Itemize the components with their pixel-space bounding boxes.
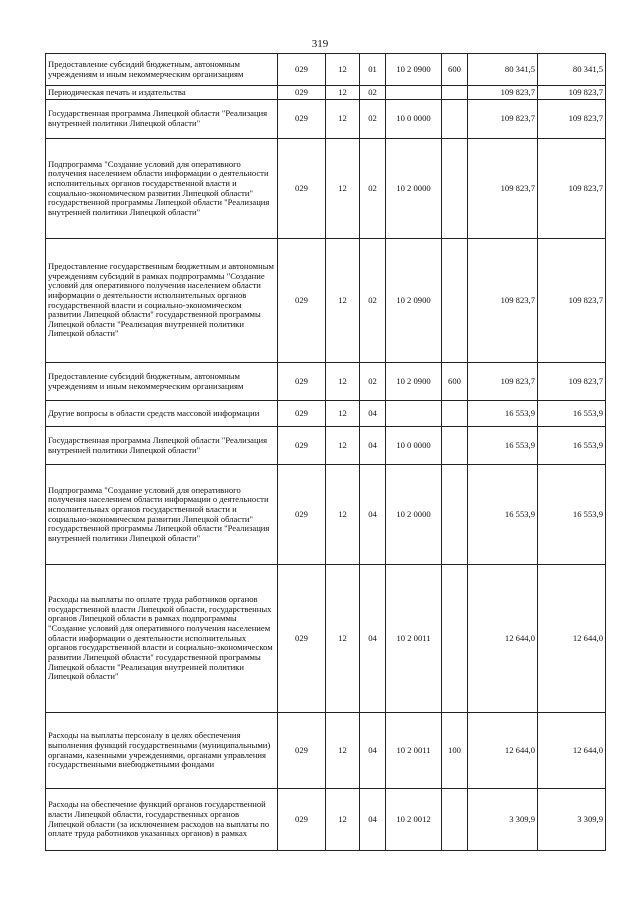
row-target-article: 10 2 0000 <box>386 465 442 565</box>
row-target-article: 10 2 0011 <box>386 565 442 713</box>
row-admin-code: 029 <box>278 427 326 465</box>
row-section: 12 <box>326 789 360 851</box>
table-row <box>46 565 606 713</box>
row-amount-year1: 16 553,9 <box>468 401 538 427</box>
row-amount-year2: 109 823,7 <box>538 139 606 239</box>
row-section: 12 <box>326 86 360 100</box>
row-name: Подпрограмма "Создание условий для оперативного получения населением области информации о деятельности исполнительных органов государственной власти и социально-экономическом развитии Липецкой области" государственной программы Липецкой области "Реализация внутренней политики Липецкой области" <box>46 465 278 565</box>
row-amount-year2: 16 553,9 <box>538 401 606 427</box>
row-subsection: 01 <box>360 54 386 86</box>
row-amount-year2: 80 341,5 <box>538 54 606 86</box>
row-amount-year2: 109 823,7 <box>538 363 606 401</box>
table-row <box>46 427 606 465</box>
row-admin-code: 029 <box>278 100 326 139</box>
row-subsection: 04 <box>360 565 386 713</box>
page-number: 319 <box>311 38 329 50</box>
row-section: 12 <box>326 363 360 401</box>
row-amount-year1: 109 823,7 <box>468 100 538 139</box>
row-name: Государственная программа Липецкой области "Реализация внутренней политики Липецкой области" <box>46 427 278 465</box>
row-amount-year1: 109 823,7 <box>468 86 538 100</box>
table-row <box>46 139 606 239</box>
row-section: 12 <box>326 465 360 565</box>
row-target-article: 10 2 0012 <box>386 789 442 851</box>
table-row <box>46 86 606 100</box>
row-admin-code: 029 <box>278 54 326 86</box>
row-expense-type <box>442 565 468 713</box>
row-amount-year1: 16 553,9 <box>468 427 538 465</box>
row-amount-year2: 109 823,7 <box>538 86 606 100</box>
row-amount-year2: 16 553,9 <box>538 427 606 465</box>
row-name: Расходы на обеспечение функций органов государственной власти Липецкой области, государственных органов Липецкой области (за исключением расходов на выплаты по оплате труда работников указанных органов) в рамках <box>46 789 278 851</box>
row-subsection: 04 <box>360 427 386 465</box>
row-amount-year2: 12 644,0 <box>538 713 606 789</box>
row-subsection: 04 <box>360 789 386 851</box>
row-expense-type: 100 <box>442 713 468 789</box>
table-row <box>46 789 606 851</box>
row-target-article: 10 2 0900 <box>386 239 442 363</box>
row-admin-code: 029 <box>278 239 326 363</box>
row-section: 12 <box>326 100 360 139</box>
row-target-article: 10 2 0000 <box>386 139 442 239</box>
row-target-article <box>386 86 442 100</box>
row-amount-year2: 12 644,0 <box>538 565 606 713</box>
row-section: 12 <box>326 401 360 427</box>
row-subsection: 02 <box>360 86 386 100</box>
row-expense-type <box>442 465 468 565</box>
row-admin-code: 029 <box>278 86 326 100</box>
row-expense-type <box>442 401 468 427</box>
budget-table <box>45 53 606 851</box>
row-amount-year2: 109 823,7 <box>538 239 606 363</box>
table-row <box>46 100 606 139</box>
row-subsection: 02 <box>360 100 386 139</box>
row-name: Расходы на выплаты персоналу в целях обеспечения выполнения функций государственными (муниципальными) органами, казенными учреждениями, органами управления государственными внебюджетными фондами <box>46 713 278 789</box>
row-section: 12 <box>326 54 360 86</box>
row-expense-type <box>442 427 468 465</box>
row-amount-year1: 3 309,9 <box>468 789 538 851</box>
row-subsection: 02 <box>360 139 386 239</box>
row-subsection: 04 <box>360 713 386 789</box>
row-target-article: 10 2 0900 <box>386 54 442 86</box>
row-target-article: 10 0 0000 <box>386 427 442 465</box>
table-row <box>46 713 606 789</box>
row-amount-year2: 3 309,9 <box>538 789 606 851</box>
row-amount-year1: 109 823,7 <box>468 239 538 363</box>
row-amount-year2: 109 823,7 <box>538 100 606 139</box>
row-section: 12 <box>326 239 360 363</box>
row-expense-type <box>442 86 468 100</box>
table-row <box>46 363 606 401</box>
row-subsection: 02 <box>360 363 386 401</box>
row-admin-code: 029 <box>278 363 326 401</box>
row-expense-type: 600 <box>442 363 468 401</box>
row-amount-year2: 16 553,9 <box>538 465 606 565</box>
budget-table-body <box>46 54 606 851</box>
row-name: Другие вопросы в области средств массовой информации <box>46 401 278 427</box>
row-name: Предоставление субсидий бюджетным, автономным учреждениям и иным некоммерческим организациям <box>46 54 278 86</box>
row-expense-type <box>442 100 468 139</box>
row-section: 12 <box>326 427 360 465</box>
row-admin-code: 029 <box>278 139 326 239</box>
table-row <box>46 465 606 565</box>
row-target-article: 10 0 0000 <box>386 100 442 139</box>
row-target-article <box>386 401 442 427</box>
row-admin-code: 029 <box>278 789 326 851</box>
row-name: Расходы на выплаты по оплате труда работников органов государственной власти Липецкой области, государственных органов Липецкой области в рамках подпрограммы "Создание условий для оперативного получения населением области информации о деятельности исполнительных органов государственной власти и социально-экономическом развитии Липецкой области" государственной программы Липецкой области "Реализация внутренней политики Липецкой области" <box>46 565 278 713</box>
row-admin-code: 029 <box>278 401 326 427</box>
row-expense-type <box>442 139 468 239</box>
table-row <box>46 401 606 427</box>
row-target-article: 10 2 0011 <box>386 713 442 789</box>
row-name: Подпрограмма "Создание условий для оперативного получения населением области информации о деятельности исполнительных органов государственной власти и социально-экономическом развитии Липецкой области" государственной программы Липецкой области "Реализация внутренней политики Липецкой области" <box>46 139 278 239</box>
row-subsection: 02 <box>360 239 386 363</box>
row-amount-year1: 12 644,0 <box>468 565 538 713</box>
row-target-article: 10 2 0900 <box>386 363 442 401</box>
row-name: Предоставление государственным бюджетным и автономным учреждениям субсидий в рамках подпрограммы "Создание условий для оперативного получения населением области информации о деятельности исполнительных органов государственной власти и социально-экономическом развитии Липецкой области" государственной программы Липецкой области "Реализация внутренней политики Липецкой области" <box>46 239 278 363</box>
row-admin-code: 029 <box>278 713 326 789</box>
row-amount-year1: 12 644,0 <box>468 713 538 789</box>
row-admin-code: 029 <box>278 465 326 565</box>
row-amount-year1: 16 553,9 <box>468 465 538 565</box>
row-amount-year1: 80 341,5 <box>468 54 538 86</box>
row-name: Периодическая печать и издательства <box>46 86 278 100</box>
row-section: 12 <box>326 565 360 713</box>
row-section: 12 <box>326 713 360 789</box>
row-subsection: 04 <box>360 401 386 427</box>
row-amount-year1: 109 823,7 <box>468 139 538 239</box>
table-row <box>46 239 606 363</box>
row-section: 12 <box>326 139 360 239</box>
row-amount-year1: 109 823,7 <box>468 363 538 401</box>
row-expense-type <box>442 239 468 363</box>
row-name: Предоставление субсидий бюджетным, автономным учреждениям и иным некоммерческим организациям <box>46 363 278 401</box>
row-name: Государственная программа Липецкой области "Реализация внутренней политики Липецкой области" <box>46 100 278 139</box>
table-row <box>46 54 606 86</box>
row-subsection: 04 <box>360 465 386 565</box>
row-expense-type <box>442 789 468 851</box>
row-admin-code: 029 <box>278 565 326 713</box>
row-expense-type: 600 <box>442 54 468 86</box>
